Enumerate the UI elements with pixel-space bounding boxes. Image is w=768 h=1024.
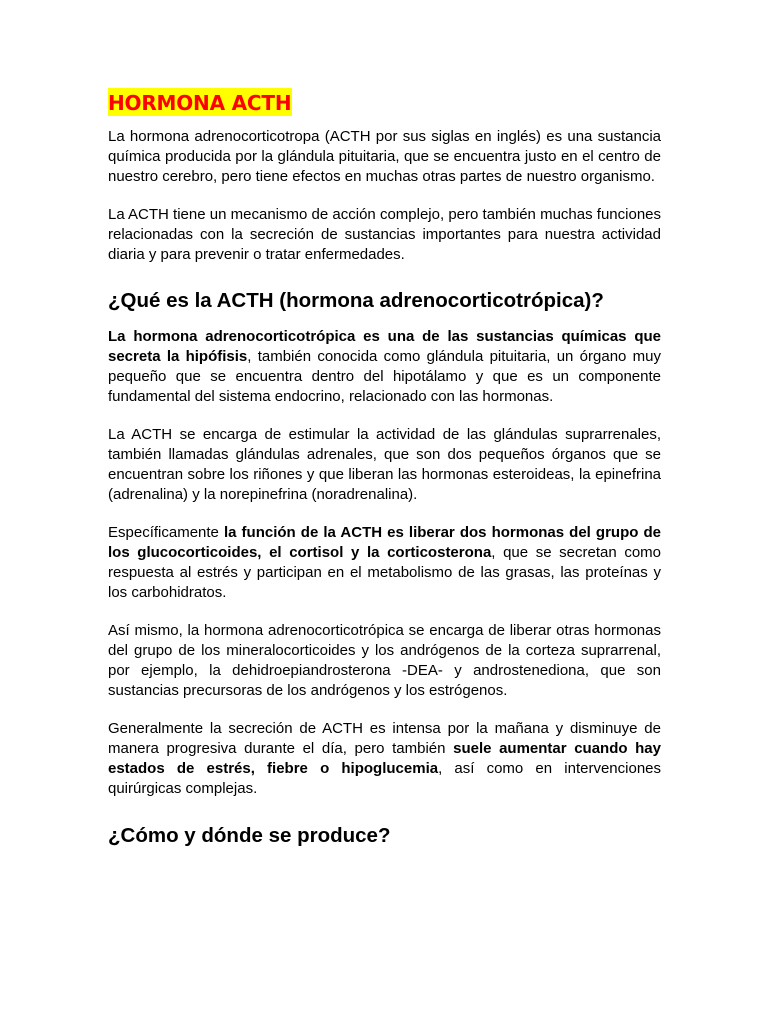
- text-run: , así como en intervenciones quirúrgicas complejas.: [108, 760, 661, 797]
- text-run: Generalmente la secreción de ACTH es intensa por la mañana y disminuye de manera progresiva durante el día, pero también: [108, 720, 661, 757]
- section1-paragraph-1: [108, 327, 661, 407]
- text-run: Específicamente: [108, 524, 224, 541]
- document-page: [108, 88, 661, 862]
- text-run: , también conocida como glándula pituitaria, un órgano muy pequeño que se encuentra dentro del hipotálamo y que es un componente fundamental del sistema endocrino, relacionado con las hormonas.: [108, 348, 661, 405]
- bold-phrase: la función de la ACTH es liberar dos hormonas del grupo de los glucocorticoides, el cortisol y la corticosterona: [108, 524, 661, 561]
- bold-phrase: suele aumentar cuando hay estados de estrés, fiebre o hipoglucemia: [108, 740, 661, 777]
- bold-phrase: La hormona adrenocorticotrópica es una de las sustancias químicas que secreta la hipófisis: [108, 328, 661, 365]
- intro-paragraph-1: La hormona adrenocorticotropa (ACTH por sus siglas en inglés) es una sustancia química producida por la glándula pituitaria, que se encuentra justo en el centro de nuestro cerebro, pero tiene efectos en muchas otras partes de nuestro organismo.: [108, 128, 661, 185]
- section1-paragraph-2: La ACTH se encarga de estimular la actividad de las glándulas suprarrenales, también llamadas glándulas adrenales, que son dos pequeños órganos que se encuentran sobre los riñones y que liberan las hormonas esteroideas, la epinefrina (adrenalina) y la norepinefrina (noradrenalina).: [108, 426, 661, 503]
- text-run: , que se secretan como respuesta al estrés y participan en el metabolismo de las grasas, las proteínas y los carbohidratos.: [108, 544, 662, 601]
- section-heading-como-donde: ¿Cómo y dónde se produce?: [108, 824, 391, 847]
- intro-paragraph-2: La ACTH tiene un mecanismo de acción complejo, pero también muchas funciones relacionadas con la secreción de sustancias importantes para nuestra actividad diaria y para prevenir o tratar enfermedades.: [108, 206, 661, 263]
- document-title: HORMONA ACTH: [108, 88, 292, 116]
- section-heading-que-es: ¿Qué es la ACTH (hormona adrenocorticotrópica)?: [108, 289, 604, 312]
- section1-paragraph-5: [108, 719, 661, 799]
- section1-paragraph-3: [108, 523, 661, 603]
- section1-paragraph-4: Así mismo, la hormona adrenocorticotrópica se encarga de liberar otras hormonas del grupo de los mineralocorticoides y los andrógenos de la corteza suprarrenal, por ejemplo, la dehidroepiandrosterona -DEA- y androstenediona, que son sustancias precursoras de los andrógenos y los estrógenos.: [108, 622, 661, 699]
